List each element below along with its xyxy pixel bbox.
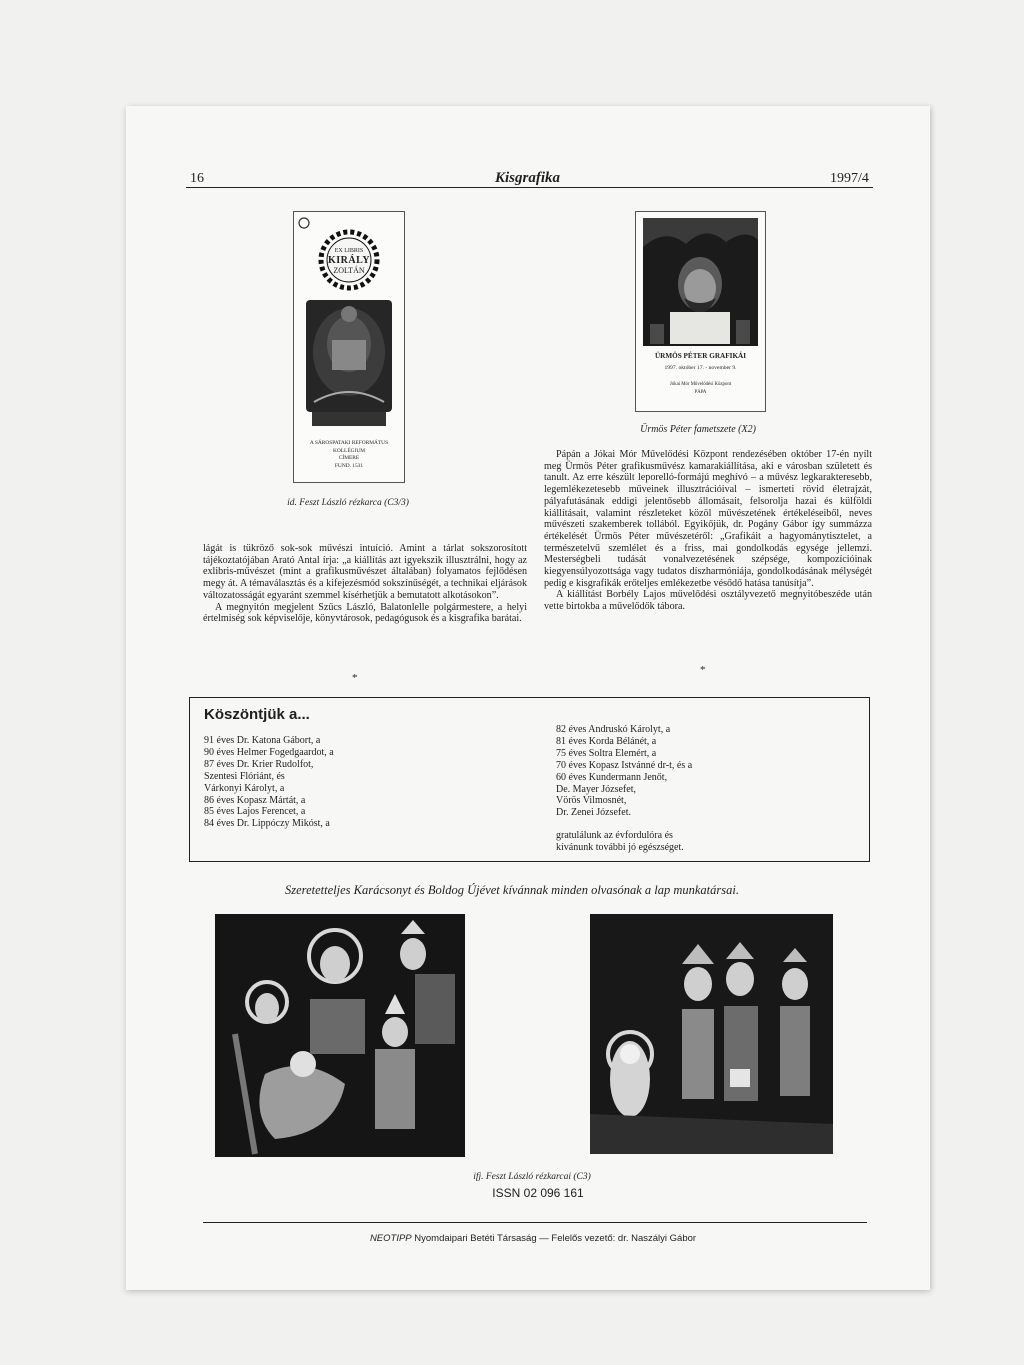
greeting-entry: Szentesi Flóriánt, és bbox=[204, 770, 285, 782]
poster-title: ÜRMÖS PÉTER GRAFIKÁI bbox=[654, 352, 747, 360]
greetings-title: Köszöntjük a... bbox=[204, 706, 310, 723]
right-paragraph-2: A kiállítást Borbély Lajos művelődési osztályvezető megnyitóbeszéde után vette birtokba a művelődők tábora. bbox=[544, 589, 872, 613]
greeting-entry: 90 éves Helmer Fogedgaardot, a bbox=[204, 746, 334, 758]
greeting-entry: Várkonyi Károlyt, a bbox=[204, 782, 285, 794]
printer-footer bbox=[0, 1233, 1024, 1244]
greetings-left-list bbox=[204, 735, 334, 830]
greeting-entry: De. Mayer Józsefet, bbox=[556, 783, 636, 795]
exlibris-inscription bbox=[294, 440, 404, 470]
exhibition-poster bbox=[635, 211, 766, 412]
header-rule bbox=[186, 187, 873, 188]
greeting-entry: 84 éves Dr. Lippóczy Mikóst, a bbox=[204, 818, 330, 830]
greeting-entry: 60 éves Kundermann Jenőt, bbox=[556, 771, 668, 783]
left-paragraph-2: A megnyitón megjelent Szűcs László, Balatonlelle polgármestere, a helyi értelmiség sok képviselője, könyvtárosok, pedagógusok és a kisgrafika barátai. bbox=[203, 601, 527, 625]
left-article bbox=[203, 543, 527, 625]
right-paragraph-1: Pápán a Jókai Mór Művelődési Központ rendezésében október 17-én nyílt meg Ürmös Péter grafikusművész kamarakiállítása, aki e városban született és tanult. Az erre készült leporelló-formájú meghívó – a művész legkarakteresebb, legemlékezetesebb műveinek illusztrációival – ismerteti rövid életrajzát, pályafutásának eddigi jelentősebb állomásait, felsorolja hazai és külföldi kiállításait, valamint részleteket közöl művészetének értékeléseiből, neves művészeti szakemberek tollából. Egyikőjük, dr. Pogány Gábor így summázza értékelését Ürmös Péter művészetéről: „Grafikáit a hagyománytisztelet, a természetelvű szemlélet és a friss, mai gondolkodás egysége jellemzi. Mesterségbeli tudását vonalvezetésének szépsége, kompozícióinak kiegyensúlyozottsága vagy tudatos díszharmóniája, gondolkodásának mélységét pedig e kisgrafikák erőteljes emlékezetbe vésődő hatása tanúsítja”. bbox=[544, 449, 872, 589]
greeting-entry: 75 éves Soltra Elemért, a bbox=[556, 747, 657, 759]
exlibris-line: CÍMERE bbox=[338, 455, 360, 462]
nativity-left-artwork bbox=[215, 914, 465, 1157]
exlibris-line: FUND. 1531 bbox=[334, 462, 364, 469]
exlibris-top-text: EX LIBRIS bbox=[334, 248, 364, 254]
nativity-woodcut-right bbox=[590, 914, 833, 1154]
left-paragraph-1: lágát is tükröző sok-sok művészi intuíció. Amint a tárlat sokszorosított tájékoztatójában Arató Antal írja: „a kiállítás azt igyekszik illusztrálni, hogy az exlibris-művészet (mint a grafikusművészet általában) folyamatos fejlődésen megy át. A témaválasztás és a kifejezésmód sokszínűségét, a technikai eljárások változatosságát egyaránt szemmel kísérhetjük a bemutatott alkotásokon”. bbox=[203, 543, 527, 601]
poster-city: PÁPA bbox=[694, 390, 707, 395]
issue-number: 1997/4 bbox=[830, 171, 869, 186]
greeting-entry: Vörös Vilmosnét, bbox=[556, 795, 627, 807]
greeting-entry: 91 éves Dr. Katona Gábort, a bbox=[204, 735, 321, 746]
greeting-closing-2: kívánunk további jó egészséget. bbox=[556, 842, 684, 854]
page-number: 16 bbox=[190, 171, 204, 186]
woodcut-caption: ifj. Feszt László rézkarcai (C3) bbox=[473, 1172, 591, 1182]
poster-caption: Ürmös Péter fametszete (X2) bbox=[640, 424, 756, 435]
issn: ISSN 02 096 161 bbox=[492, 1186, 584, 1200]
greeting-closing-1: gratulálunk az évfordulóra és bbox=[556, 830, 673, 842]
greeting-entry: 70 éves Kopasz Istvánné dr-t, és a bbox=[556, 759, 693, 771]
exlibris-line: KOLLÉGIUM bbox=[332, 447, 366, 454]
greeting-entry: 87 éves Dr. Krier Rudolfot, bbox=[204, 758, 314, 770]
greeting-entry: 86 éves Kopasz Mártát, a bbox=[204, 794, 306, 806]
right-separator: * bbox=[700, 664, 706, 676]
poster-dates: 1997. október 17. - november 9. bbox=[664, 365, 737, 371]
greetings-right-list bbox=[556, 724, 692, 854]
magazine-title: Kisgrafika bbox=[495, 170, 561, 186]
greeting-entry: 82 éves Andruskó Károlyt, a bbox=[556, 724, 671, 735]
greeting-entry: Dr. Zenei Józsefet. bbox=[556, 807, 631, 819]
nativity-woodcut-left bbox=[215, 914, 465, 1157]
nativity-right-artwork bbox=[590, 914, 833, 1154]
exlibris-caption: id. Feszt László rézkarca (C3/3) bbox=[287, 498, 409, 508]
exlibris-name-line2: ZOLTÁN bbox=[333, 266, 365, 275]
right-article bbox=[544, 449, 872, 613]
exlibris-plate bbox=[293, 211, 405, 483]
christmas-wish: Szeretetteljes Karácsonyt és Boldog Újévet kívánnak minden olvasónak a lap munkatársai. bbox=[285, 883, 739, 897]
printer-brand: NEOTIPP bbox=[369, 1233, 412, 1244]
left-separator: * bbox=[352, 672, 358, 684]
printer-text: Nyomdaipari Betéti Társaság — Felelős vezető: dr. Naszályi Gábor bbox=[411, 1233, 697, 1244]
footer-rule bbox=[203, 1222, 867, 1223]
exlibris-name-line1: KIRÁLY bbox=[327, 255, 371, 266]
poster-venue: Jókai Mór Művelődési Központ bbox=[669, 382, 732, 387]
greeting-entry: 85 éves Lajos Ferencet, a bbox=[204, 806, 306, 818]
exlibris-line: A SÁROSPATAKI REFORMÁTUS bbox=[309, 440, 389, 446]
greeting-entry: 81 éves Korda Bélánét, a bbox=[556, 735, 657, 747]
